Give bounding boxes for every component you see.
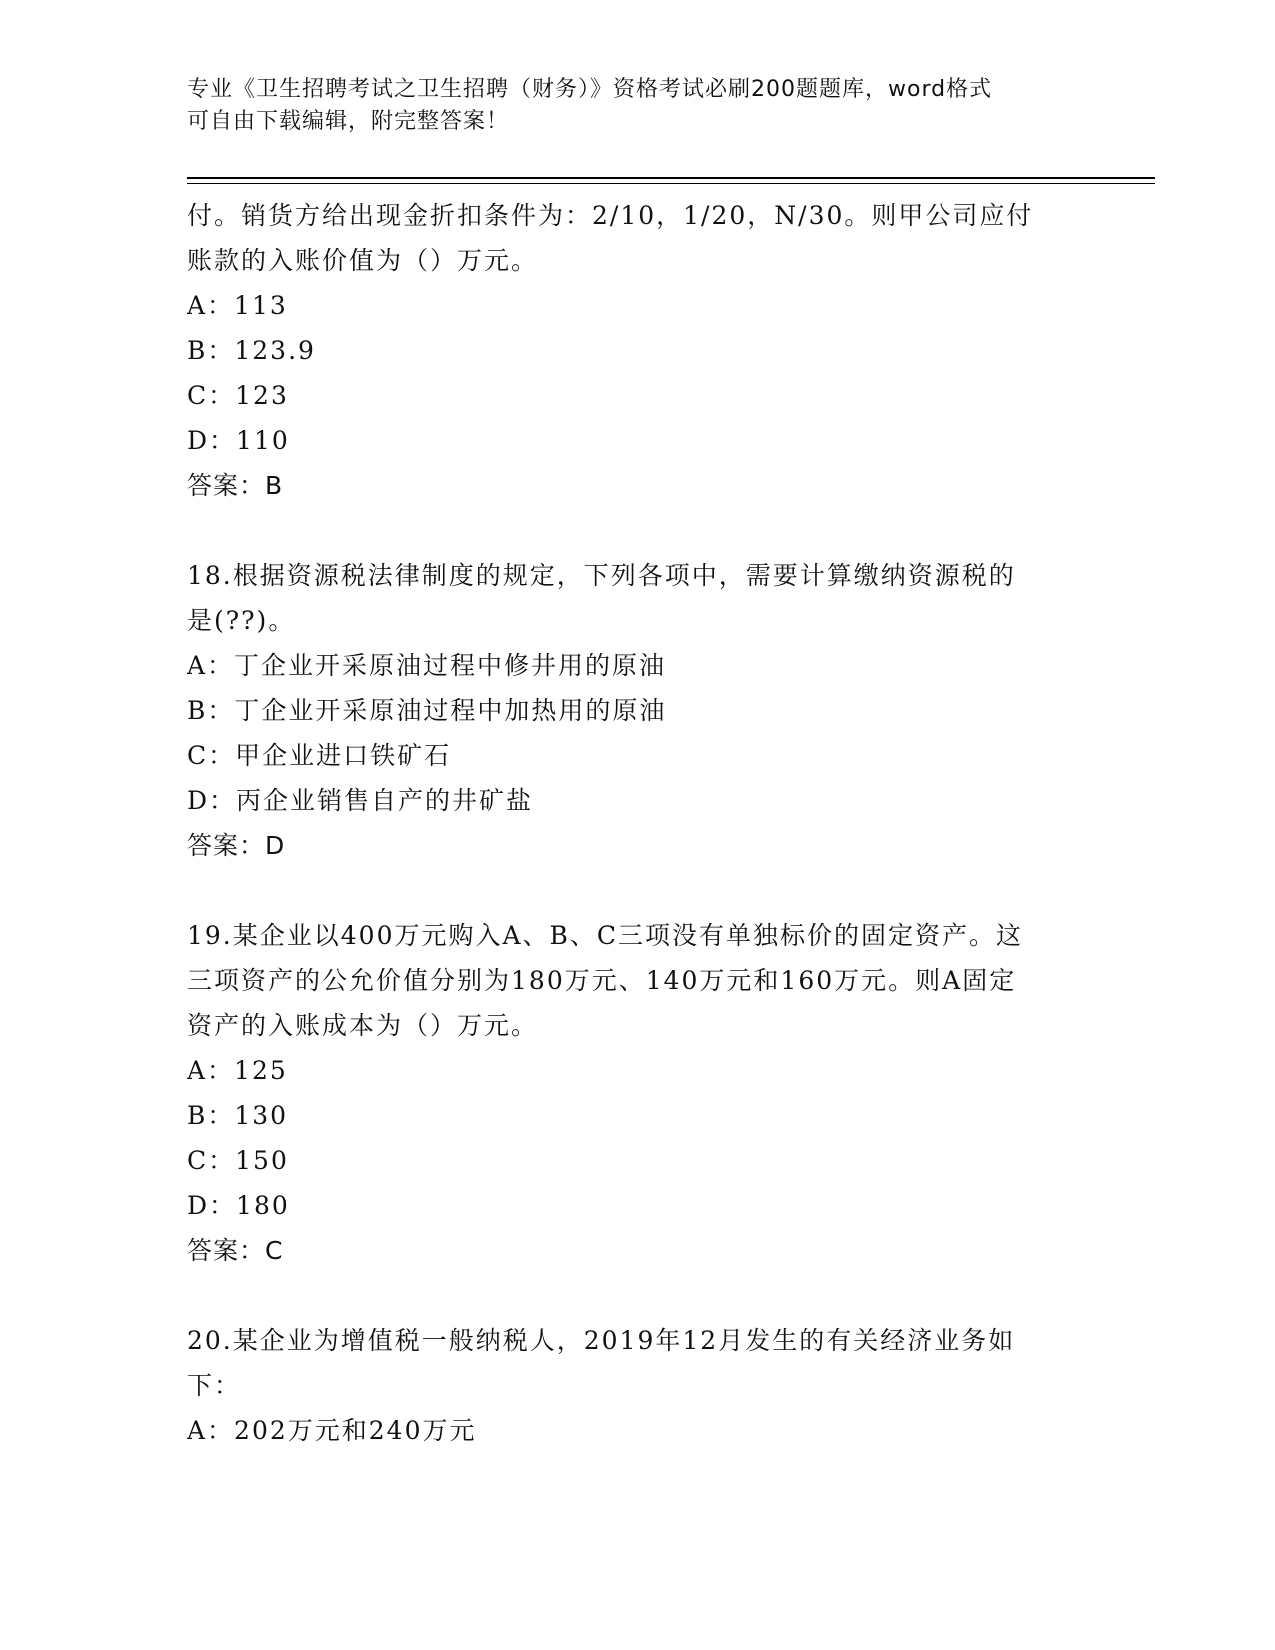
- option-b: B：123.9: [187, 336, 316, 365]
- option-a: A：202万元和240万元: [187, 1416, 477, 1445]
- question-block: [187, 553, 1087, 868]
- question-block: [187, 1318, 1087, 1453]
- option-a: A：丁企业开采原油过程中修井用的原油: [187, 651, 667, 680]
- question-stem-line: 付。销货方给出现金折扣条件为：2/10，1/20，N/30。则甲公司应付: [187, 201, 1034, 230]
- answer-line: 答案：D: [187, 831, 286, 860]
- option-c: C：123: [187, 381, 289, 410]
- option-d: D：110: [187, 426, 290, 455]
- question-stem-line: 账款的入账价值为（）万元。: [187, 246, 539, 275]
- question-stem-line: 18.根据资源税法律制度的规定，下列各项中，需要计算缴纳资源税的: [187, 561, 1016, 590]
- question-block: [187, 193, 1087, 508]
- option-d: D：丙企业销售自产的井矿盐: [187, 786, 534, 815]
- header-divider-thin: [187, 183, 1155, 184]
- header-title-line-2: 可自由下载编辑，附完整答案！: [187, 109, 510, 134]
- question-stem-line: 20.某企业为增值税一般纳税人，2019年12月发生的有关经济业务如: [187, 1326, 1016, 1355]
- question-stem-line: 三项资产的公允价值分别为180万元、140万元和160万元。则A固定: [187, 966, 1017, 995]
- question-block: [187, 913, 1087, 1273]
- question-stem-line: 19.某企业以400万元购入A、B、C三项没有单独标价的固定资产。这: [187, 921, 1024, 950]
- document-body: [187, 193, 1087, 1453]
- option-b: B：丁企业开采原油过程中加热用的原油: [187, 696, 667, 725]
- answer-line: 答案：C: [187, 1236, 284, 1265]
- header-title-line-1: 专业《卫生招聘考试之卫生招聘（财务）》资格考试必刷200题题库，word格式: [187, 77, 993, 102]
- option-c: C：150: [187, 1146, 289, 1175]
- option-b: B：130: [187, 1101, 289, 1130]
- option-c: C：甲企业进口铁矿石: [187, 741, 452, 770]
- option-d: D：180: [187, 1191, 290, 1220]
- option-a: A：113: [187, 291, 288, 320]
- header-divider-thick: [187, 177, 1155, 179]
- document-header: [187, 74, 1087, 138]
- spacer: [187, 508, 1087, 553]
- spacer: [187, 1273, 1087, 1318]
- question-stem-line: 资产的入账成本为（）万元。: [187, 1011, 539, 1040]
- answer-line: 答案：B: [187, 471, 284, 500]
- question-stem-line: 下：: [187, 1371, 242, 1400]
- option-a: A：125: [187, 1056, 288, 1085]
- question-stem-line: 是(??)。: [187, 606, 296, 635]
- spacer: [187, 868, 1087, 913]
